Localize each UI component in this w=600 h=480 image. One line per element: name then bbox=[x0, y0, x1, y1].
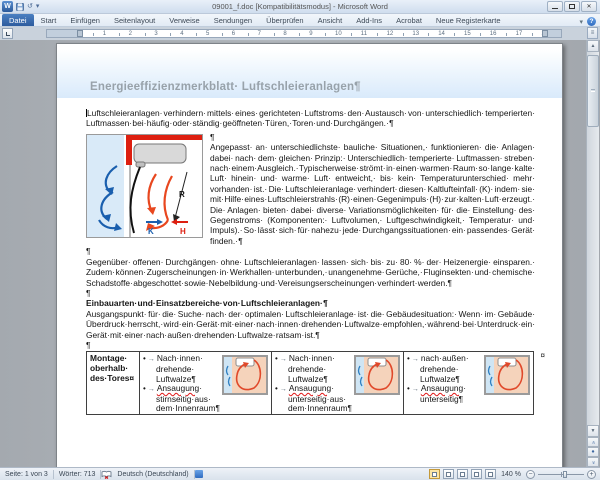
empty-paragraph-mark: ¶ bbox=[86, 246, 91, 257]
zoom-level[interactable]: 140 % bbox=[501, 470, 521, 478]
air-curtain-thumbnail-icon bbox=[484, 355, 530, 395]
language-indicator[interactable]: Deutsch (Deutschland) bbox=[117, 470, 189, 478]
undo-icon[interactable]: ↺ bbox=[27, 2, 33, 10]
previous-page-button[interactable] bbox=[587, 437, 599, 447]
zoom-slider-notch bbox=[561, 472, 562, 477]
bullet-item: • → Ansaugung· unterseitig¶ bbox=[407, 383, 466, 404]
tab-addins[interactable]: Add-Ins bbox=[356, 16, 383, 25]
bullet-item: • → nach· außen· drehen de· Luftwalze¶ bbox=[407, 353, 469, 384]
select-browse-object-button[interactable] bbox=[587, 447, 599, 457]
quick-access-toolbar bbox=[0, 1, 39, 12]
paragraph-install: Ausgangspunkt· für· die· Suche· nach· der· optimalen· Luftschleieranlage· ist· die· Gebäudesituation:· Wenn· im· Gebäude· Überdruck· herrscht,· wird· ein· Gerät· mit· einer· nach· innen· drehenden· Luftwalze· empfohlen,· während· bei· Unterdruck· ein· Gerät· mit· einer· nach· außen· drehenden· Luftwalze· ratsam· ist.¶ bbox=[86, 308, 535, 340]
diagram-label-r: R bbox=[179, 189, 185, 199]
tab-datei[interactable]: Datei bbox=[2, 14, 34, 26]
tab-selector-button[interactable] bbox=[2, 28, 13, 39]
page[interactable] bbox=[56, 43, 563, 467]
right-indent-marker[interactable] bbox=[542, 30, 548, 37]
help-icon[interactable]: ? bbox=[587, 17, 596, 26]
qat-customize-caret-icon[interactable]: ▾ bbox=[35, 2, 40, 10]
bullet-item: • → Ansaugung· unterseitig· aus· dem· Innenraum¶ bbox=[275, 383, 352, 414]
tab-neue-registerkarte[interactable]: Neue Registerkarte bbox=[435, 16, 501, 25]
empty-paragraph-mark: ¶ bbox=[86, 287, 91, 298]
word-logo-icon[interactable]: W bbox=[2, 1, 13, 12]
window-title: 09001_f.doc [Kompatibilitätsmodus] - Microsoft Word bbox=[212, 2, 388, 11]
status-bar bbox=[0, 467, 600, 480]
table-row-end-marker: ¤ bbox=[540, 351, 545, 361]
mounting-table[interactable] bbox=[86, 351, 534, 415]
restore-icon bbox=[569, 4, 575, 9]
tab-stop-icon bbox=[6, 32, 10, 36]
view-fullscreen-reading-button[interactable] bbox=[443, 469, 454, 479]
scroll-up-button[interactable] bbox=[587, 40, 599, 52]
empty-paragraph-mark: ¶ bbox=[86, 339, 91, 350]
next-page-icon: » bbox=[590, 460, 597, 465]
status-panel-icon[interactable] bbox=[195, 470, 203, 478]
view-web-layout-button[interactable] bbox=[457, 469, 468, 479]
zoom-slider-thumb[interactable] bbox=[563, 471, 567, 478]
mounting-table-wrap bbox=[86, 351, 545, 415]
ribbon-expand-caret-icon[interactable]: ▾ bbox=[579, 18, 583, 26]
bullet-item: • → Ansaugung· stirnseitig· aus· dem· Innenraum¶ bbox=[143, 383, 220, 414]
diagram-label-k: K bbox=[148, 226, 154, 236]
next-page-button[interactable] bbox=[587, 457, 599, 467]
document-area bbox=[0, 40, 600, 467]
close-button[interactable] bbox=[581, 1, 597, 12]
zoom-in-button[interactable]: + bbox=[587, 470, 596, 479]
scrollbar-track[interactable] bbox=[587, 52, 599, 425]
tab-acrobat[interactable]: Acrobat bbox=[396, 16, 422, 25]
tab-start[interactable]: Start bbox=[40, 16, 57, 25]
browse-object-icon: ● bbox=[591, 449, 595, 455]
document-body[interactable] bbox=[57, 98, 562, 415]
minimize-icon bbox=[552, 5, 558, 9]
draft-icon bbox=[488, 472, 493, 477]
paragraph-intro: Luftschleieranlagen· verhindern· mittels· eines· gerichteten· Luftstroms· den· Austausch· von· unterschiedlich· temperierten· Luftmassen· bei· häufig· oder· ständig· geöffneten· Türen,· Toren· und· Durchgängen.· ¶ bbox=[86, 108, 535, 129]
view-draft-button[interactable] bbox=[485, 469, 496, 479]
ribbon-tab-row bbox=[0, 14, 600, 27]
paragraph-savings: Gegenüber· offenen· Durchgängen· ohne· Luftschleieranlagen· lassen· sich· bis· zu· 80· %· der· Heizenergie· einsparen.· Zudem· können· Zugerscheinungen· in· Werkhallen· unterbunden,· unangenehme· Gerüche,· Fluginsekten· und· chemische· Schadstoffe· abgeschottet· sowie· Nebelbildung· und· Vereisungserscheinungen· verhindert· werden.¶ bbox=[86, 256, 535, 288]
minimize-button[interactable] bbox=[547, 1, 563, 12]
paragraph-principle: Angepasst· an· unterschiedlichste· bauliche· Situationen,· funktionieren· die· Anlagen· dabei· nach· dem· gleichen· Prinzip:· Unterschiedlich· temperierte· Luftmassen· streben· nach· einem· Ausgleich.· Typischerweise· strömt· in· einen· warmen· Raum· so· lange· kalte· Luft· hinein· und· warme· Luft· entweicht,· bis· kein· Temperaturunterschied· mehr· vorhanden· ist.· Die· Luftschleieranlage· verhindert· diesen· Kaltlufteinfall· (K)· indem· sie· mit· Hilfe· eines· Luftschleierstrahls· (R)· einen· Gegenimpuls· (H)· zur· kalten· Luft· erzeugt.· Die· Anlagen· bieten· dabei· diverse· Variationsmöglichkeiten· für· die· Einstellung· des· Gegenstroms· (Komponenten:· Luftvolumen,· Luftgeschwindigkeit,· Temperatur· und· Impuls).· So· lässt· sich· für· nahezu· jede· Durchgangssituationen· ein· passendes· Gerät· finden.· ¶ bbox=[210, 142, 535, 246]
diagram-label-h: H bbox=[180, 226, 186, 236]
bullet-item: • → Nach· innen· drehende· Luftwalze¶ bbox=[143, 353, 203, 384]
thumb-grip-icon bbox=[591, 89, 595, 90]
section-heading-einbauarten: Einbauarten· und· Einsatzbereiche· von· Luftschleieranlagen· ¶ bbox=[86, 298, 328, 309]
scroll-down-icon: ▼ bbox=[590, 428, 596, 434]
zoom-out-button[interactable]: − bbox=[526, 470, 535, 479]
print-layout-icon bbox=[432, 472, 437, 477]
empty-paragraph-mark: ¶ bbox=[210, 131, 215, 142]
table-cell-variant-3[interactable] bbox=[404, 352, 534, 415]
page-indicator[interactable]: Seite: 1 von 3 bbox=[5, 470, 48, 478]
restore-button[interactable] bbox=[564, 1, 580, 12]
tab-sendungen[interactable]: Sendungen bbox=[213, 16, 253, 25]
air-curtain-thumbnail-icon bbox=[354, 355, 400, 395]
word-count[interactable]: Wörter: 713 bbox=[58, 470, 96, 478]
left-indent-marker[interactable] bbox=[77, 30, 83, 37]
tab-seitenlayout[interactable]: Seitenlayout bbox=[113, 16, 156, 25]
horizontal-ruler[interactable]: 1 2 3 4 5 6 7 8 9 10 11 12 13 14 15 16 17 bbox=[46, 29, 562, 38]
document-header-band bbox=[57, 50, 562, 98]
table-cell-variant-2[interactable] bbox=[272, 352, 404, 415]
air-curtain-diagram-image[interactable] bbox=[86, 134, 203, 238]
air-curtain-thumbnail-icon bbox=[222, 355, 268, 395]
outline-icon bbox=[474, 472, 479, 477]
scroll-up-icon: ▲ bbox=[590, 43, 596, 49]
document-heading: Energieeffizienzmerkblatt· Luftschleieranlagen¶ bbox=[90, 81, 361, 93]
previous-page-icon: « bbox=[590, 440, 597, 445]
view-outline-button[interactable] bbox=[471, 469, 482, 479]
spellcheck-icon[interactable] bbox=[101, 470, 112, 479]
tab-ueberpruefen[interactable]: Überprüfen bbox=[266, 16, 304, 25]
zoom-slider[interactable] bbox=[538, 470, 584, 479]
table-row bbox=[87, 352, 534, 415]
bullet-item: • → Nach· innen· drehende· Luftwalze¶ bbox=[275, 353, 335, 384]
scroll-down-button[interactable] bbox=[587, 425, 599, 437]
tab-verweise[interactable]: Verweise bbox=[169, 16, 200, 25]
fullscreen-reading-icon bbox=[446, 472, 451, 477]
view-print-layout-button[interactable] bbox=[429, 469, 440, 479]
save-icon[interactable] bbox=[16, 3, 24, 11]
ruler-toggle-button[interactable]: ≡ bbox=[587, 27, 598, 39]
close-icon: ✕ bbox=[586, 3, 592, 10]
tab-ansicht[interactable]: Ansicht bbox=[317, 16, 343, 25]
table-cell-label[interactable]: Montage· oberhalb· des·Tores¤ bbox=[87, 352, 140, 415]
vertical-scrollbar[interactable] bbox=[586, 40, 599, 467]
diagram-block bbox=[86, 132, 535, 246]
web-layout-icon bbox=[460, 472, 465, 477]
tab-einfuegen[interactable]: Einfügen bbox=[70, 16, 100, 25]
scrollbar-thumb[interactable] bbox=[587, 55, 599, 127]
table-cell-variant-1[interactable] bbox=[140, 352, 272, 415]
title-bar bbox=[0, 0, 600, 14]
ruler-row bbox=[0, 27, 600, 40]
